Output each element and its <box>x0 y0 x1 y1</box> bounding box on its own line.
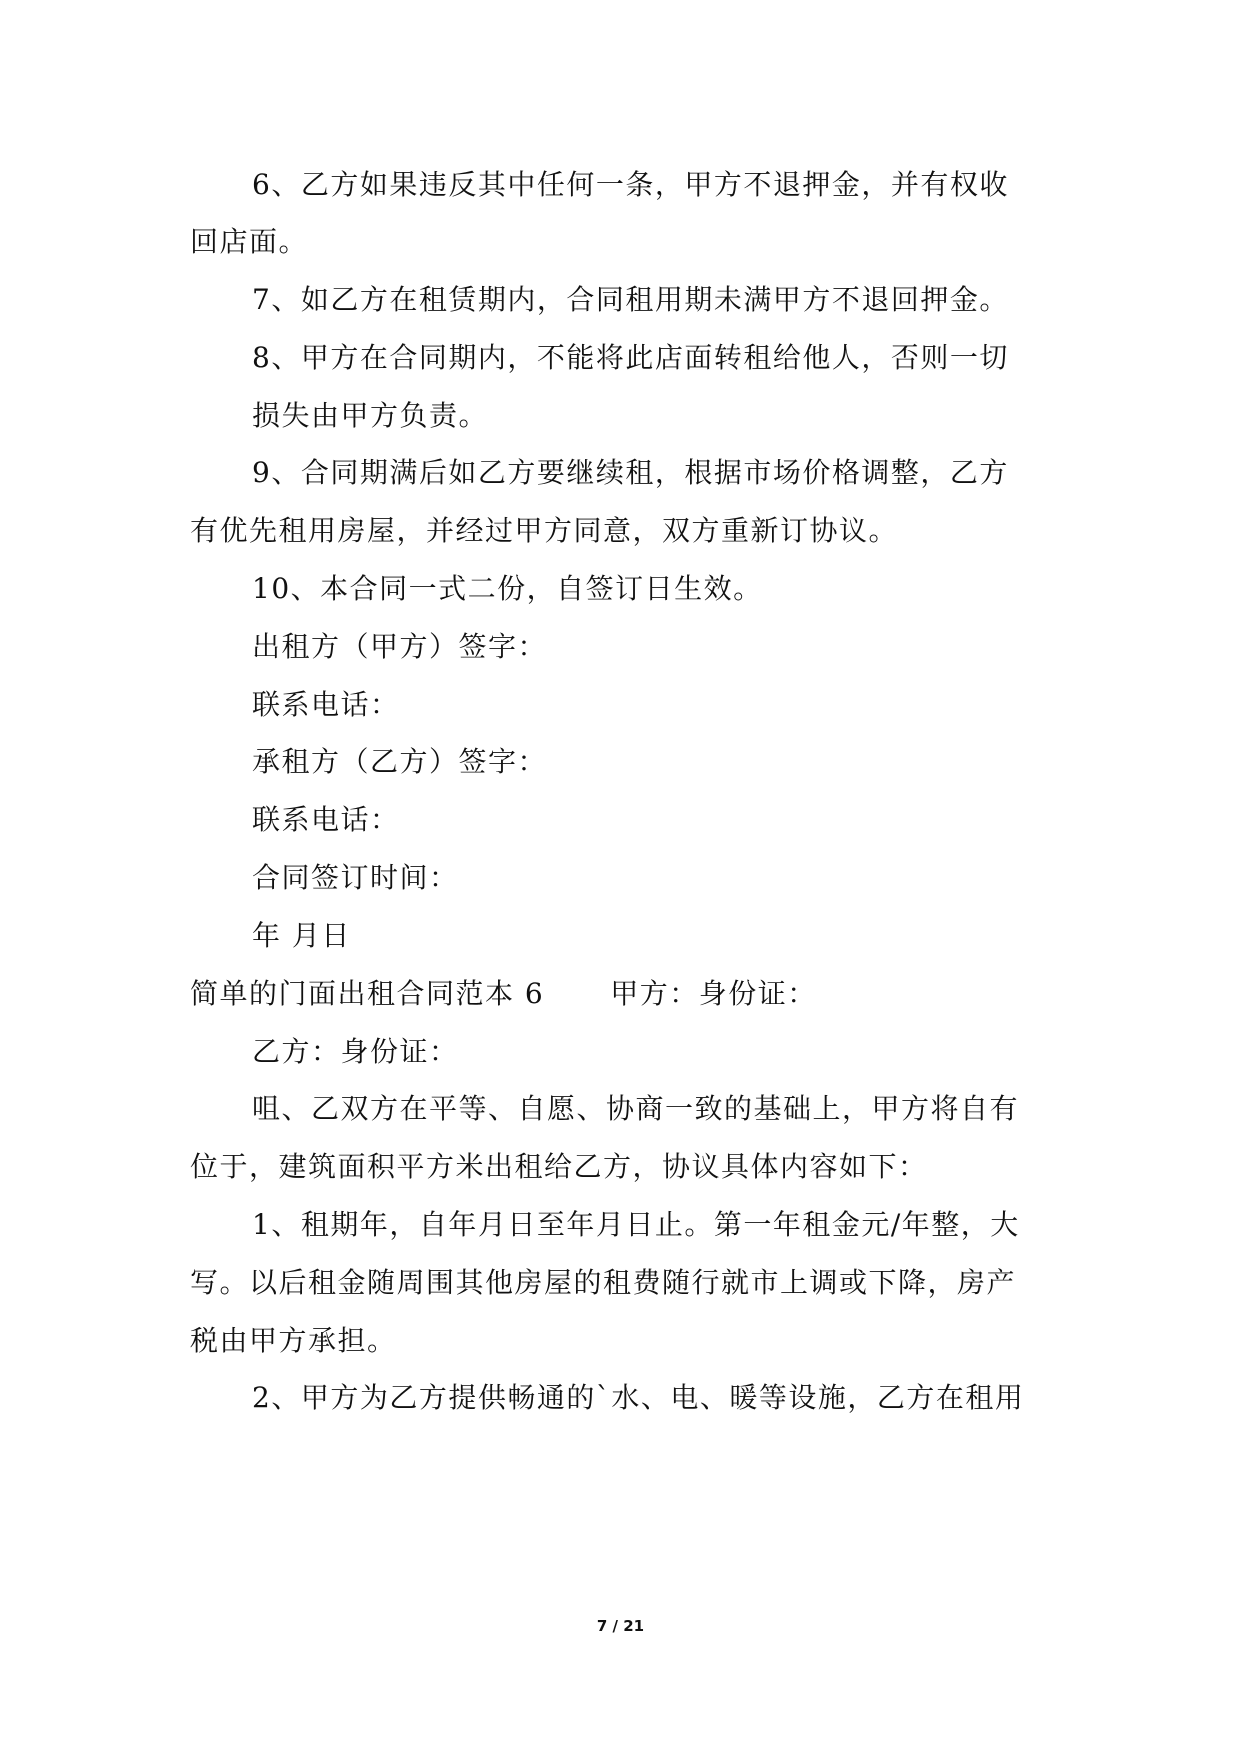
utilities-clause-line-1: 2、甲方为乙方提供畅通的`水、电、暖等设施，乙方在租用 <box>252 1381 1025 1414</box>
clause-8-line-1: 8、甲方在合同期内，不能将此店面转租给他人，否则一切 <box>252 341 1009 374</box>
preamble-line-2: 位于，建筑面积平方米出租给乙方，协议具体内容如下： <box>190 1150 928 1183</box>
signing-date-value: 年 月日 <box>252 919 351 952</box>
lessor-signature: 出租方（甲方）签字： <box>252 630 548 663</box>
party-a-id: 甲方：身份证： <box>610 977 817 1010</box>
term-clause-line-2: 写。以后租金随周围其他房屋的租费随行就市上调或下降，房产 <box>190 1266 1017 1299</box>
clause-7: 7、如乙方在租赁期内，合同租用期未满甲方不退回押金。 <box>252 283 1009 316</box>
clause-9-line-2: 有优先租用房屋，并经过甲方同意，双方重新订协议。 <box>190 514 899 547</box>
lessee-phone: 联系电话： <box>252 803 400 836</box>
page-number: 7 / 21 <box>596 1617 645 1635</box>
clause-6-line-2: 回店面。 <box>190 225 309 258</box>
signing-date-label: 合同签订时间： <box>252 861 459 894</box>
clause-6-line-1: 6、乙方如果违反其中任何一条，甲方不退押金，并有权收 <box>252 168 1009 201</box>
preamble-line-1: 咀、乙双方在平等、自愿、协商一致的基础上，甲方将自有 <box>252 1092 1020 1125</box>
term-clause-line-1: 1、租期年，自年月日至年月日止。第一年租金元/年整，大 <box>252 1208 1020 1241</box>
section-heading <box>190 974 817 1014</box>
section-title: 简单的门面出租合同范本 6 <box>190 977 545 1010</box>
clause-9-line-1: 9、合同期满后如乙方要继续租，根据市场价格调整，乙方 <box>252 456 1009 489</box>
term-clause-line-3: 税由甲方承担。 <box>190 1324 397 1357</box>
party-b-id: 乙方：身份证： <box>252 1035 459 1068</box>
lessor-phone: 联系电话： <box>252 688 400 721</box>
clause-10: 10、本合同一式二份，自签订日生效。 <box>252 572 763 605</box>
lessee-signature: 承租方（乙方）签字： <box>252 745 548 778</box>
clause-8-line-2: 损失由甲方负责。 <box>252 399 489 432</box>
